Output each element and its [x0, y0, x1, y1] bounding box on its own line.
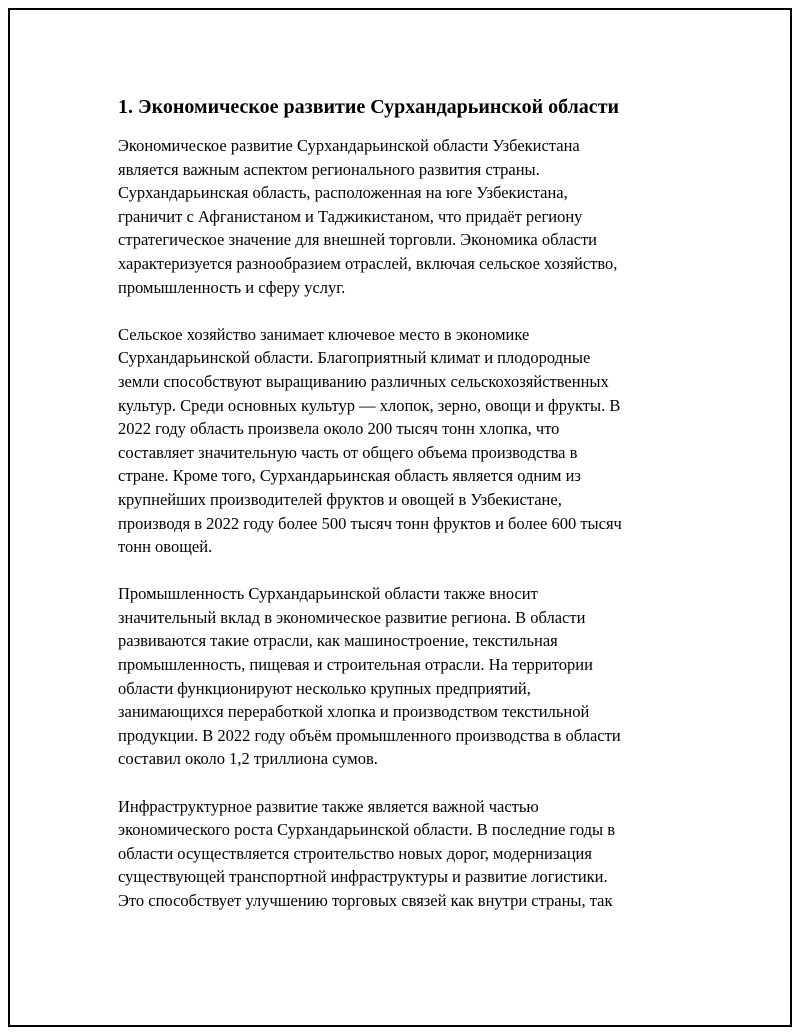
section-title: 1. Экономическое развитие Сурхандарьинской области [118, 96, 620, 118]
paragraph-industry: Промышленность Сурхандарьинской области также вносит значительный вклад в экономическое развитие региона. В области развиваются такие отрасли, как машиностроение, текстильная промышленность, пищевая и строительная отрасли. На территории области функционируют несколько крупных предприятий, занимающихся переработкой хлопка и производством текстильной продукции. В 2022 году объём промышленного производства в области составил около 1,2 триллиона сумов. [118, 584, 621, 769]
paragraph-infrastructure: Инфраструктурное развитие также является важной частью экономического роста Сурхандарьинской области. В последние годы в области осуществляется строительство новых дорог, модернизация существующей транспортной инфраструктуры и развитие логистики. Это способствует улучшению торговых связей как внутри страны, так [118, 796, 616, 910]
paragraph-overview: Экономическое развитие Сурхандарьинской области Узбекистана является важным аспектом регионального развития страны. Сурхандарьинская область, расположенная на юге Узбекистана, граничит с Афганистаном и Таджикистаном, что придаёт региону стратегическое значение для внешней торговли. Экономика области характеризуется разнообразием отраслей, включая сельское хозяйство, промышленность и сферу услуг. [118, 136, 618, 297]
document-body [118, 94, 698, 936]
paragraph-agriculture: Сельское хозяйство занимает ключевое место в экономике Сурхандарьинской области. Благоприятный климат и плодородные земли способствуют выращиванию различных сельскохозяйственных культур. Среди основных культур — хлопок, зерно, овощи и фрукты. В 2022 году область произвела около 200 тысяч тонн хлопка, что составляет значительную часть от общего объема производства в стране. Кроме того, Сурхандарьинская область является одним из крупнейших производителей фруктов и овощей в Узбекистане, производя в 2022 году более 500 тысяч тонн фруктов и более 600 тысяч тонн овощей. [118, 324, 622, 557]
